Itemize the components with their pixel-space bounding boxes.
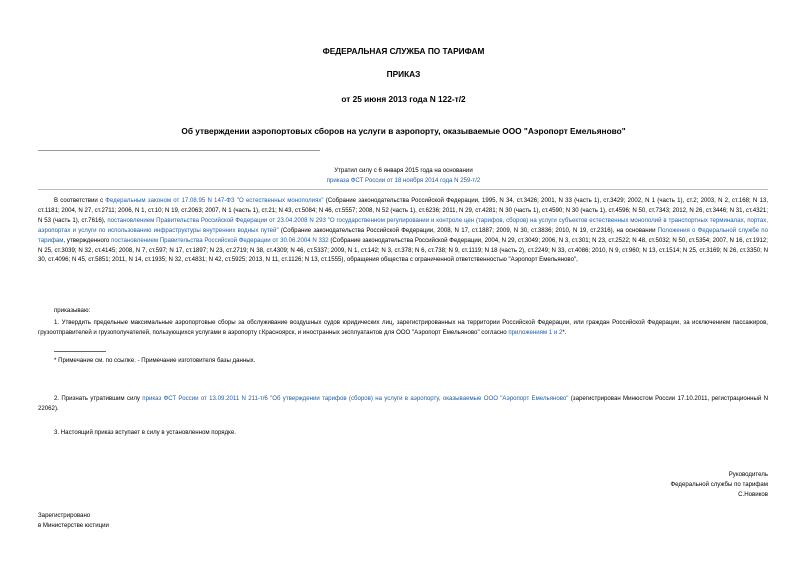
preamble-text-2: (Собрание законодательства Российской Федерации, 1995, N 34, ст.3426; 2001, N 33 (часть 1), ст.3429; 2002, N 1 (часть 1), ст.2; 2003, N 2, ст.168; N 13, ст.1181; 2004, N 27, ст.2711; 2006, N 1, ст.10; N 19, ст.2063; 2007, N 1 (часть 1), ст.21; N 43, ст.5084; N 46, ст.5557; 2008, N 52 (часть 1), ст.6236; 2011, N 29, ст.4281; N 30 (часть 1), ст.4590; N 30 (часть 1), ст.4596; N 50, ст.7343; 2012, N 26, ст.3446; N 31, ст.4321; N 53 (часть 1), ст.7616), (38, 197, 769, 224)
divider-top (38, 150, 320, 151)
regulation-link[interactable]: Положения о Федеральной службе по тарифам (38, 226, 768, 244)
document-title: Об утверждении аэропортовых сборов на услуги в аэропорту, оказываемые ООО "Аэропорт Емельяново" (181, 126, 626, 136)
preamble-paragraph (38, 196, 768, 265)
divider-status (38, 189, 768, 190)
item-1-text: 1. Утвердить предельные максимальные аэропортовые сборы за обслуживание воздушных судов юридических лиц, зарегистрированных на территории Российской Федерации, или граждан Российской Федерации, за исключением пассажиров, грузоотправителей и грузополучателей, пользующихся услугами в аэропорту г.Красноярск, и иностранных эксплуатантов для ООО "Аэропорт Емельяново" согласно (38, 319, 768, 336)
item-2-tail: (зарегистрирован Минюстом России 17.10.2011, регистрационный N 22062). (38, 395, 769, 412)
signature-title-2: Федеральной службы по тарифам (670, 481, 768, 488)
item-3-text: 3. Настоящий приказ вступает в силу в установленном порядке. (54, 429, 236, 436)
registration-line-2: в Министерстве юстиции (38, 522, 109, 529)
preamble-text-1: В соответствии с (54, 197, 106, 204)
appendices-link[interactable]: приложениям 1 и 2 (508, 328, 563, 336)
footnote-divider (54, 351, 106, 352)
resolution-293-link[interactable]: постановлением Правительства Российской Федерации от 23.04.2008 N 293 "О государственном регулировании и контроле цен (тарифов, сборов) на услуги субъектов естественных монополий в транспортных терминалах, портах, аэропортах и услуги по использованию инфраструктуры внутренних водных путей" (38, 216, 768, 234)
preamble-text-4: , утвержденного (63, 236, 112, 244)
item-2-paragraph (38, 394, 768, 414)
registration-line-1: Зарегистрировано (38, 512, 91, 519)
document-date-number: от 25 июня 2013 года N 122-т/2 (341, 94, 466, 104)
agency-name: ФЕДЕРАЛЬНАЯ СЛУЖБА ПО ТАРИФАМ (322, 46, 485, 56)
item-1-tail: *. (562, 328, 567, 336)
footnote: * Примечание см. по ссылке. - Примечание изготовителя базы данных. (54, 357, 256, 364)
preamble-text-3: (Собрание законодательства Российской Федерации, 2008, N 17, ст.1887; 2009, N 30, ст.3836; 2010, N 19, ст.2316), на основании (278, 226, 658, 234)
item-2-text: 2. Признать утратившим силу (54, 395, 143, 402)
document-type: ПРИКАЗ (386, 69, 421, 79)
status-link-wrap (0, 176, 807, 186)
repealed-order-link[interactable]: приказ ФСТ России от 13.09.2011 N 211-т/6 "Об утверждении тарифов (сборов) на услуги в аэропорту, оказываемые ООО "Аэропорт Емельяново" (142, 395, 569, 402)
signature-name: С.Новиков (738, 491, 768, 498)
order-word: приказываю: (54, 307, 91, 314)
preamble-text-5: (Собрание законодательства Российской Федерации, 2004, N 29, ст.3049; 2006, N 3, ст.301; N 23, ст.2522; N 48, ст.5032; N 50, ст.5354; 2007, N 16, ст.1912; N 25, ст.3039; N 32, ст.4145; 2008, N 7, ст.597; N 17, ст.1897; N 23, ст.2719; N 38, ст.4309; N 46, ст.5337; 2009, N 1, ст.142; N 3, ст.378; N 6, ст.738; N 9, ст.1119; N 18 (часть 2), ст.2249; N 33, ст.4086; 2010, N 9, ст.960; N 13, ст.1514; N 25, ст.3169; N 26, ст.3350; N 30, ст.4096; N 45, ст.5851; 2011, N 14, ст.1935; N 32, ст.4831; N 42, ст.5925; 2013, N 11, ст.1126; N 13, ст.1555), обращения общества с ограниченной ответственностью "Аэропорт Емельяново", (38, 236, 768, 264)
signature-title-1: Руководитель (728, 471, 768, 478)
status-line: Утратил силу с 6 января 2015 года на основании (334, 167, 473, 174)
status-repeal-link[interactable]: приказа ФСТ России от 18 ноября 2014 года N 259-т/2 (326, 177, 481, 184)
law-link[interactable]: Федеральным законом от 17.08.95 N 147-ФЗ "О естественных монополиях" (105, 197, 324, 204)
item-1-paragraph (38, 318, 768, 338)
resolution-332-link[interactable]: постановлением Правительства Российской Федерации от 30.06.2004 N 332 (111, 236, 329, 244)
